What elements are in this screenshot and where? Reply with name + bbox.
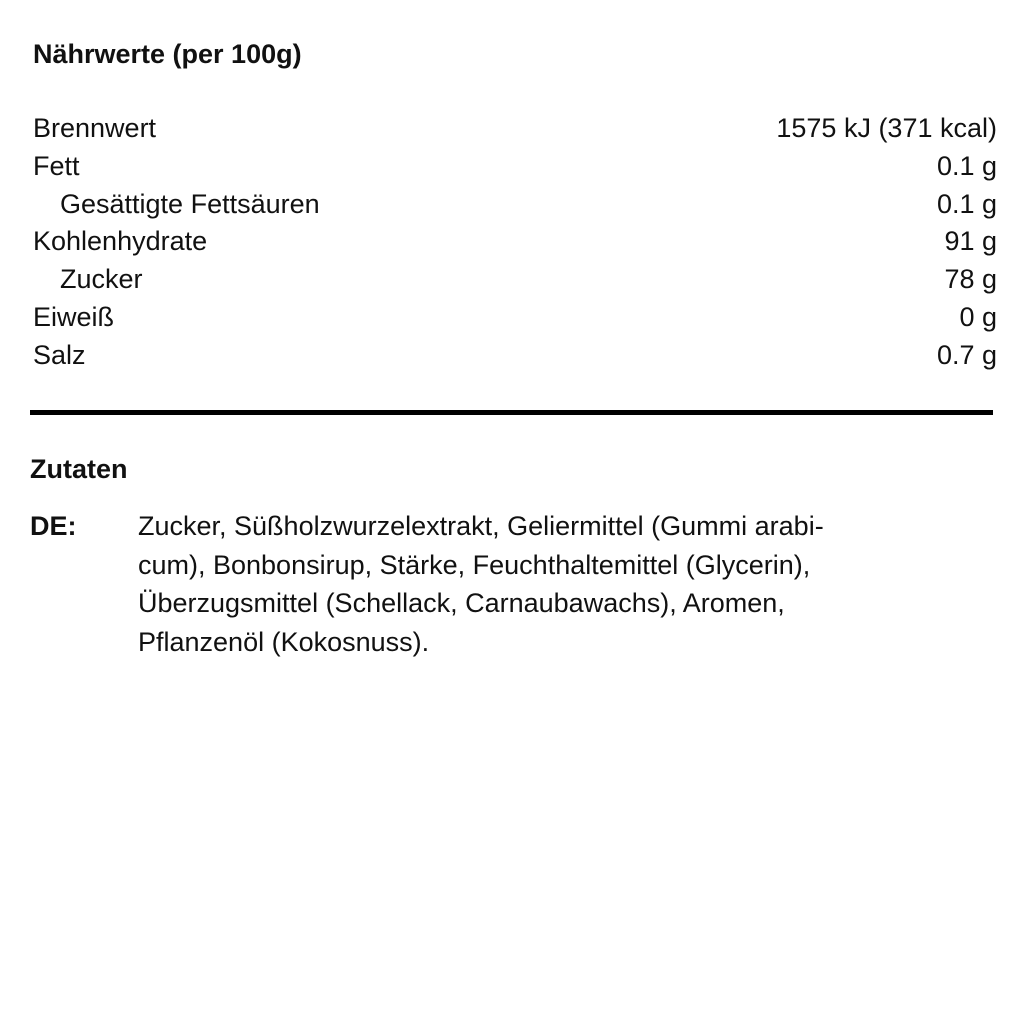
ingredients-text [138, 507, 960, 661]
ingredients-line: Zucker, Süßholzwurzelextrakt, Geliermittel (Gummi arabi- [138, 511, 824, 541]
nutrition-row-kohlenhydrate [33, 223, 997, 261]
nutrition-value: 1575 kJ (371 kcal) [776, 113, 997, 143]
ingredients-heading: Zutaten [30, 454, 128, 484]
nutrition-value: 0.1 g [936, 188, 997, 219]
section-divider [30, 410, 993, 415]
nutrition-value: 0.1 g [936, 150, 997, 181]
nutrition-row-gesaettigte-fettsaeuren [33, 186, 997, 224]
nutrition-label: Salz [33, 339, 86, 370]
nutrition-value: 91 g [944, 226, 997, 257]
nutrition-row-salz [33, 337, 997, 375]
ingredients-line: Pflanzenöl (Kokosnuss). [138, 626, 430, 657]
nutrition-label: Gesättigte Fettsäuren [60, 188, 320, 219]
nutrition-value: 0 g [959, 301, 997, 332]
nutrition-row-fett [33, 148, 997, 186]
ingredients-line: cum), Bonbonsirup, Stärke, Feuchthaltemittel (Glycerin), [138, 549, 811, 580]
nutrition-value: 78 g [944, 264, 997, 295]
nutrition-row-zucker [33, 261, 997, 299]
nutrition-label: Kohlenhydrate [33, 226, 208, 257]
nutrition-label: Eiweiß [33, 301, 115, 332]
nutrition-table [33, 110, 997, 375]
nutrition-label: Brennwert [33, 113, 157, 143]
nutrition-label: Zucker [60, 264, 143, 295]
nutrition-title: Nährwerte (per 100g) [33, 39, 302, 69]
nutrition-label: Fett [33, 150, 80, 181]
nutrition-row-brennwert [33, 110, 997, 148]
ingredients-block [30, 507, 960, 661]
language-code: DE: [30, 511, 77, 541]
nutrition-value: 0.7 g [936, 339, 997, 370]
nutrition-row-eiweiss [33, 299, 997, 337]
ingredients-line: Überzugsmittel (Schellack, Carnaubawachs), Aromen, [138, 588, 785, 618]
